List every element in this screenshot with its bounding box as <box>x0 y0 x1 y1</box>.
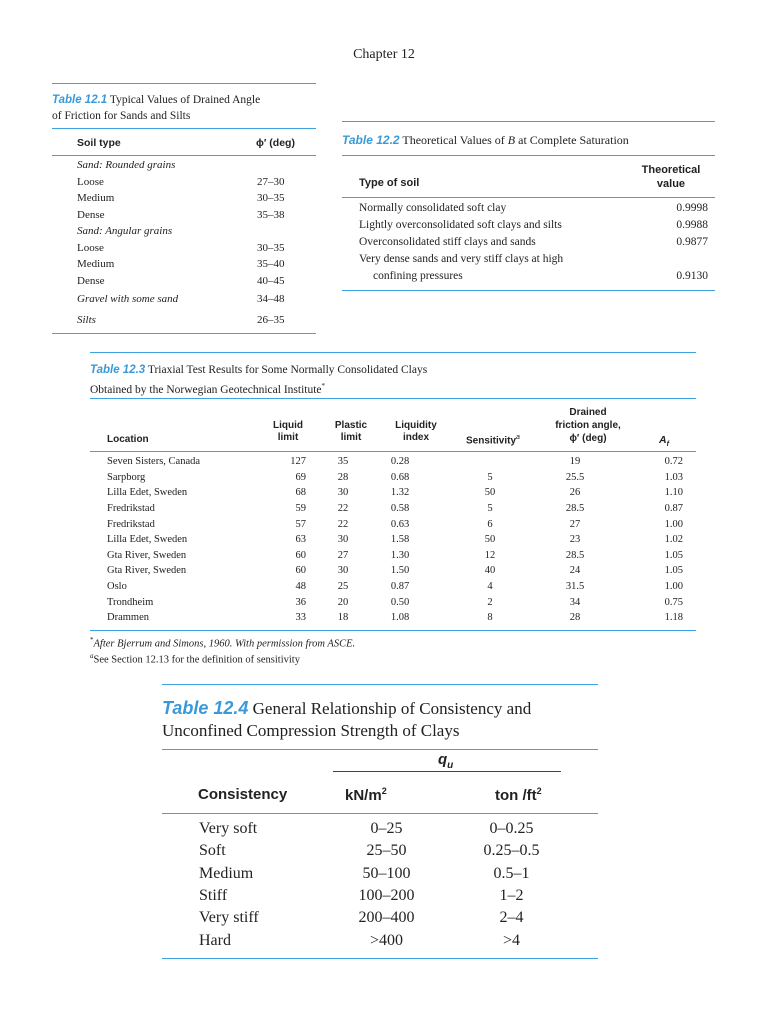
table1-soil-cell: Loose <box>77 241 104 254</box>
table3-location-cell: Oslo <box>107 581 127 593</box>
table1-row <box>77 256 307 273</box>
table3-drained-angle-cell: 28 <box>569 612 581 624</box>
table4-ton-cell: >4 <box>502 931 521 949</box>
table3-sensitivity-cell: 5 <box>487 503 493 515</box>
table3-plastic-limit-cell: 22 <box>337 503 349 515</box>
table2-value-cell: 0.9877 <box>676 235 708 248</box>
table3-row <box>107 485 683 501</box>
table3-af-cell: 1.02 <box>664 534 683 546</box>
table4-bottom-rule <box>162 958 598 959</box>
table3-footnote1-text: After Bjerrum and Simons, 1960. With permission from ASCE. <box>93 638 356 650</box>
table2-col-value-line2: value <box>656 178 686 190</box>
table4-consistency-cell: Medium <box>199 864 254 882</box>
table1-row <box>77 273 307 290</box>
table3-af-cell: 0.72 <box>664 456 683 468</box>
table3-location-cell: Fredrikstad <box>107 503 155 515</box>
table4-ton-cell: 2–4 <box>499 909 524 927</box>
table3-col-location: Location <box>107 434 149 445</box>
table3-sensitivity-cell: 5 <box>487 471 493 483</box>
table2-row <box>359 267 712 284</box>
table4-kn-cell: 25–50 <box>366 842 407 860</box>
table3-row <box>107 548 683 564</box>
table4-col-kn-label: kN/m <box>345 787 382 804</box>
table2-caption <box>342 133 629 148</box>
table3-liquidity-index-cell: 1.08 <box>390 612 410 624</box>
table3-af-cell: 1.05 <box>664 565 683 577</box>
table2-title-pre: Theoretical Values of <box>402 133 508 147</box>
table2-type-cell: Lightly overconsolidated soft clays and silts <box>359 218 562 231</box>
table3-sensitivity-cell <box>432 454 522 470</box>
table2-top-rule <box>342 121 715 122</box>
table3-liquid-limit-cell: 69 <box>295 471 306 483</box>
table1-phi-cell: 30–35 <box>257 241 285 254</box>
table3-row <box>107 516 683 532</box>
table3-drained-angle-cell: 19 <box>569 456 581 468</box>
table2-header-bottom-rule <box>342 197 715 198</box>
table3-liquid-limit-cell: 48 <box>295 581 306 593</box>
table2-row <box>359 216 712 233</box>
table3-liquidity-index-cell: 1.30 <box>390 549 410 561</box>
table4-ton-cell: 0.25–0.5 <box>483 842 540 860</box>
table1-bottom-rule <box>52 333 316 334</box>
table3-af-cell: 1.05 <box>664 549 683 561</box>
table4-consistency-cell: Hard <box>199 931 231 949</box>
table3-plastic-limit-cell: 30 <box>337 487 349 499</box>
table3-col-sensitivity-label: Sensitivity <box>466 435 517 447</box>
table3-sensitivity-cell: 4 <box>487 581 493 593</box>
table3-af-cell: 0.75 <box>664 596 683 608</box>
table3-location-cell: Fredrikstad <box>107 518 155 530</box>
table3-liquidity-index-cell: 0.63 <box>390 518 410 530</box>
table3-footnote2-text: See Section 12.13 for the definition of sensitivity <box>93 654 300 666</box>
table3-drained-angle-cell: 34 <box>569 596 581 608</box>
table3-col-liquidity-l2: index <box>402 432 430 443</box>
table1-row <box>77 289 307 309</box>
table3-title-line2: Obtained by the Norwegian Geotechnical Institute <box>90 383 322 396</box>
table3-liquid-limit-cell: 59 <box>295 503 306 515</box>
table2-col-type-header: Type of soil <box>359 177 420 189</box>
table3-location-cell: Lilla Edet, Sweden <box>107 487 188 499</box>
table4-ton-cell: 1–2 <box>499 887 524 905</box>
table2-value-cell <box>663 250 712 267</box>
table4-col-consistency: Consistency <box>198 786 288 803</box>
table3-liquid-limit-cell: 36 <box>295 596 306 608</box>
table4-row <box>199 885 579 907</box>
table1-soil-cell: Dense <box>77 208 105 221</box>
table3-plastic-limit-cell: 18 <box>337 612 349 624</box>
table3-liquidity-index-cell: 0.58 <box>390 503 410 515</box>
table3-header-top-rule <box>90 398 696 399</box>
table4-title-line1: General Relationship of Consistency and <box>252 699 532 718</box>
table4-caption <box>162 697 531 742</box>
table2-title-var: B <box>507 133 516 147</box>
table3-plastic-limit-cell: 30 <box>337 534 349 546</box>
table4-header-top-rule <box>162 749 598 750</box>
table4-col-ton-sup: 2 <box>536 786 542 796</box>
table3-col-plastic-l2: limit <box>340 432 362 443</box>
table1-row <box>77 207 307 224</box>
table3-col-drained-l1: Drained <box>569 407 607 418</box>
table1-soil-cell: Medium <box>77 192 115 205</box>
table3-sensitivity-cell: 12 <box>484 549 496 561</box>
table3-row <box>107 563 683 579</box>
table1-phi-cell: 30–35 <box>257 192 285 205</box>
table3-liquid-limit-cell: 127 <box>290 456 306 468</box>
table3-plastic-limit-cell: 30 <box>337 565 349 577</box>
table1-header-bottom-rule <box>52 155 316 156</box>
table3-sensitivity-cell: 2 <box>487 596 493 608</box>
table3-liquid-limit-cell: 60 <box>295 565 306 577</box>
table3-row <box>107 532 683 548</box>
table3-bottom-rule <box>90 630 696 631</box>
table3-footnote2 <box>90 652 300 666</box>
table3-drained-angle-cell: 28.5 <box>565 503 585 515</box>
table1-col-phi-header: ϕ′ (deg) <box>256 137 295 149</box>
table1-row <box>77 240 307 257</box>
table3-sensitivity-cell: 50 <box>484 534 496 546</box>
table3-liquidity-index-cell: 1.50 <box>390 565 410 577</box>
table3-footnote1 <box>90 636 355 650</box>
table1-soil-cell: Sand: Angular grains <box>77 225 173 238</box>
table3-drained-angle-cell: 27 <box>569 518 581 530</box>
table3-body <box>107 454 683 626</box>
table4-row <box>199 840 579 862</box>
table3-col-liquid-limit <box>266 420 310 444</box>
table4-kn-cell: >400 <box>369 931 404 949</box>
table4-col-kn <box>345 786 387 804</box>
table1-row <box>77 174 307 191</box>
table2-col-value-line1: Theoretical <box>641 164 701 176</box>
table1-soil-cell: Silts <box>77 314 96 326</box>
table3-col-liquid-l2: limit <box>277 432 299 443</box>
table1-body <box>77 157 307 331</box>
table2-value-cell: 0.9988 <box>676 218 708 231</box>
table2-value-cell: 0.9130 <box>676 269 708 282</box>
table3-col-plastic-limit <box>328 420 374 444</box>
table3-drained-angle-cell: 25.5 <box>565 471 585 483</box>
table1-soil-cell: Loose <box>77 175 104 188</box>
table3-sensitivity-cell: 8 <box>487 612 493 624</box>
table3-location-cell: Seven Sisters, Canada <box>107 456 201 468</box>
table4-col-ton <box>495 786 542 804</box>
table3-col-drained-l2: friction angle, <box>555 420 621 431</box>
table4-ton-cell: 0–0.25 <box>489 820 534 838</box>
table4-header-bottom-rule <box>162 813 598 814</box>
table3-liquid-limit-cell: 57 <box>295 518 306 530</box>
table1-soil-cell: Dense <box>77 274 105 287</box>
table4-title-line2: Unconfined Compression Strength of Clays <box>162 721 460 740</box>
table3-plastic-limit-cell: 22 <box>337 518 349 530</box>
table4-top-rule <box>162 684 598 685</box>
table3-title-mark: * <box>321 382 326 390</box>
table2-type-cell: confining pressures <box>373 269 463 282</box>
table3-liquid-limit-cell: 33 <box>295 612 306 624</box>
table3-sensitivity-cell: 50 <box>484 487 496 499</box>
table2-type-cell: Very dense sands and very stiff clays at high <box>359 252 564 265</box>
table3-af-cell: 1.18 <box>664 612 683 624</box>
table3-liquidity-index-cell: 0.50 <box>390 596 410 608</box>
table3-liquidity-index-cell: 0.28 <box>390 456 410 468</box>
table4-consistency-cell: Stiff <box>199 887 228 905</box>
table3-liquidity-index-cell: 1.32 <box>390 487 410 499</box>
table4-row <box>199 929 579 951</box>
table1-phi-cell <box>257 157 307 174</box>
table2-type-cell: Normally consolidated soft clay <box>359 201 507 214</box>
table1-title-line2: of Friction for Sands and Silts <box>52 109 191 122</box>
table3-liquid-limit-cell: 68 <box>295 487 306 499</box>
page-header: Chapter 12 <box>353 47 415 62</box>
table3-sensitivity-cell: 6 <box>487 518 493 530</box>
table1-header-top-rule <box>52 128 316 129</box>
table2-body <box>359 199 712 284</box>
table3-col-drained-angle <box>548 406 628 445</box>
table3-col-af <box>659 434 669 448</box>
table3-top-rule <box>90 352 696 353</box>
table4-col-ton-label: ton /ft <box>495 787 537 804</box>
table3-liquid-limit-cell: 60 <box>295 549 306 561</box>
table1-col-soil-header: Soil type <box>77 137 121 149</box>
table3-drained-angle-cell: 26 <box>569 487 581 499</box>
table2-row <box>359 233 712 250</box>
table4-qu-rule <box>333 771 561 772</box>
table3-plastic-limit-cell: 28 <box>337 471 349 483</box>
table1-row <box>77 309 307 331</box>
table3-drained-angle-cell: 23 <box>569 534 581 546</box>
table2-row <box>359 250 712 267</box>
table1-top-rule <box>52 83 316 84</box>
table3-liquidity-index-cell: 1.58 <box>390 534 410 546</box>
table2-title-post: at Complete Saturation <box>515 133 629 147</box>
table3-col-liquidity-index <box>388 420 444 444</box>
table3-col-sensitivity <box>466 434 520 446</box>
table1-phi-cell: 34–48 <box>257 293 285 305</box>
table1-row <box>77 223 307 240</box>
table2-value-cell: 0.9998 <box>676 201 708 214</box>
table3-row <box>107 594 683 610</box>
table3-liquid-limit-cell: 63 <box>295 534 306 546</box>
table3-row <box>107 579 683 595</box>
table3-plastic-limit-cell: 27 <box>337 549 349 561</box>
table3-liquidity-index-cell: 0.87 <box>390 581 410 593</box>
table3-plastic-limit-cell: 35 <box>337 456 349 468</box>
table4-qu-label: q <box>438 751 448 768</box>
table2-header-top-rule <box>342 155 715 156</box>
table2-row <box>359 199 712 216</box>
table4-col-kn-sup: 2 <box>381 786 387 796</box>
table4-consistency-cell: Very stiff <box>199 909 259 927</box>
table3-row <box>107 470 683 486</box>
table3-label: Table 12.3 <box>90 364 146 376</box>
table3-plastic-limit-cell: 20 <box>337 596 349 608</box>
table4-kn-cell: 200–400 <box>358 909 415 927</box>
table3-col-af-label: A <box>659 434 667 446</box>
table3-col-drained-l3: ϕ′ (deg) <box>569 433 607 444</box>
table1-phi-cell: 35–40 <box>257 258 285 271</box>
table3-drained-angle-cell: 24 <box>569 565 581 577</box>
table4-qu-header <box>438 751 453 771</box>
table3-location-cell: Sarpborg <box>107 471 146 483</box>
table3-af-cell: 1.00 <box>664 581 683 593</box>
table4-kn-cell: 0–25 <box>370 820 403 838</box>
table3-sensitivity-cell: 40 <box>484 565 496 577</box>
table3-row <box>107 454 683 470</box>
table1-label: Table 12.1 <box>52 94 108 106</box>
table3-title-line1: Triaxial Test Results for Some Normally Consolidated Clays <box>147 364 428 376</box>
table1-phi-cell: 27–30 <box>257 175 285 188</box>
table2-col-value-header <box>630 163 712 191</box>
table3-drained-angle-cell: 28.5 <box>565 549 585 561</box>
table3-col-sensitivity-mark: a <box>516 434 520 441</box>
table4-body <box>199 818 579 952</box>
table4-label: Table 12.4 <box>162 698 249 718</box>
table4-row <box>199 863 579 885</box>
table1-phi-cell: 26–35 <box>257 314 285 326</box>
table1-phi-cell: 40–45 <box>257 274 285 287</box>
table1-phi-cell <box>257 223 307 240</box>
table3-liquidity-index-cell: 0.68 <box>390 471 410 483</box>
table3-location-cell: Drammen <box>107 612 149 624</box>
table3-header-bottom-rule <box>90 451 696 452</box>
table3-af-cell: 1.03 <box>664 471 683 483</box>
table1-row <box>77 157 307 174</box>
table3-location-cell: Gta River, Sweden <box>107 565 187 577</box>
table4-row <box>199 907 579 929</box>
table3-drained-angle-cell: 31.5 <box>565 581 585 593</box>
table3-col-af-sub: f <box>666 441 669 449</box>
table3-location-cell: Gta River, Sweden <box>107 549 187 561</box>
table3-row <box>107 501 683 517</box>
table1-soil-cell: Sand: Rounded grains <box>77 159 176 172</box>
table4-kn-cell: 100–200 <box>358 887 415 905</box>
table4-consistency-cell: Soft <box>199 842 226 860</box>
table3-footnote2-mark: a <box>90 652 94 660</box>
table3-af-cell: 1.00 <box>664 518 683 530</box>
table1-soil-cell: Medium <box>77 258 115 271</box>
table1-row <box>77 190 307 207</box>
table3-location-cell: Lilla Edet, Sweden <box>107 534 188 546</box>
table3-plastic-limit-cell: 25 <box>337 581 349 593</box>
table3-col-liquidity-l1: Liquidity <box>395 420 437 431</box>
table2-type-cell: Overconsolidated stiff clays and sands <box>359 235 536 248</box>
table4-consistency-cell: Very soft <box>199 820 258 838</box>
table1-caption <box>52 93 322 124</box>
table3-col-liquid-l1: Liquid <box>273 420 303 431</box>
table3-footnote1-mark: * <box>90 636 94 644</box>
table4-kn-cell: 50–100 <box>362 864 411 882</box>
table1-phi-cell: 35–38 <box>257 208 285 221</box>
table4-ton-cell: 0.5–1 <box>493 864 530 882</box>
table4-row <box>199 818 579 840</box>
table3-row <box>107 610 683 626</box>
table3-col-plastic-l1: Plastic <box>334 420 368 431</box>
table2-label: Table 12.2 <box>342 133 400 147</box>
table3-af-cell: 1.10 <box>664 487 683 499</box>
table3-af-cell: 0.87 <box>664 503 683 515</box>
table3-caption <box>90 362 427 398</box>
table1-soil-cell: Gravel with some sand <box>77 293 179 305</box>
table4-qu-sub: u <box>447 760 454 771</box>
table1-title-line1: Typical Values of Drained Angle <box>109 94 261 106</box>
table3-location-cell: Trondheim <box>107 596 154 608</box>
table2-bottom-rule <box>342 290 715 291</box>
